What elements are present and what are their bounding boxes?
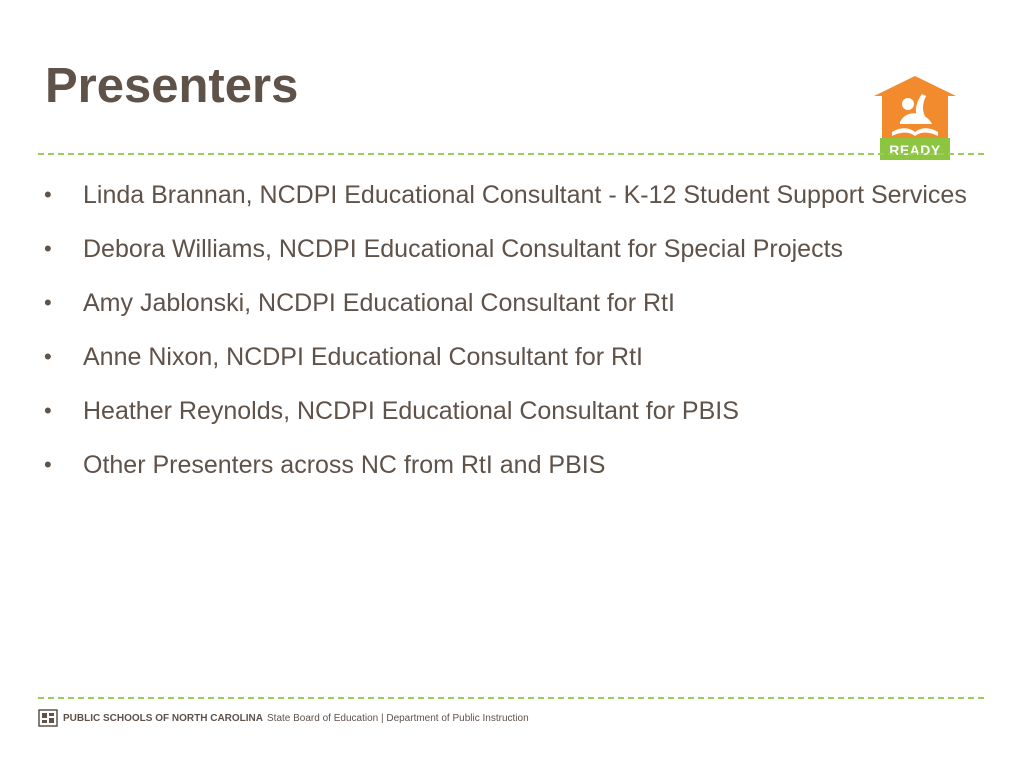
- bullet-icon: •: [44, 398, 52, 423]
- bullet-text: Anne Nixon, NCDPI Educational Consultant for RtI: [83, 343, 643, 371]
- bullet-text: Amy Jablonski, NCDPI Educational Consultant for RtI: [83, 289, 675, 317]
- nc-state-seal-icon: [38, 709, 58, 727]
- list-item: [44, 178, 994, 212]
- list-item: [44, 394, 994, 428]
- list-item: [44, 232, 994, 266]
- footer: [38, 708, 529, 728]
- bullet-text: Linda Brannan, NCDPI Educational Consultant - K-12 Student Support Services: [83, 181, 967, 209]
- bullet-text: Other Presenters across NC from RtI and PBIS: [83, 451, 606, 479]
- footer-org-name: PUBLIC SCHOOLS OF NORTH CAROLINA: [63, 712, 263, 724]
- footer-tagline: State Board of Education | Department of Public Instruction: [267, 712, 529, 724]
- bullet-text: Heather Reynolds, NCDPI Educational Consultant for PBIS: [83, 397, 739, 425]
- slide-title: Presenters: [45, 59, 299, 113]
- bullet-text: Debora Williams, NCDPI Educational Consultant for Special Projects: [83, 235, 844, 263]
- bottom-divider: [38, 697, 984, 699]
- bullet-icon: •: [44, 182, 52, 207]
- ready-label: READY: [889, 142, 941, 158]
- bullet-icon: •: [44, 344, 52, 369]
- bullet-icon: •: [44, 290, 52, 315]
- list-item: [44, 286, 994, 320]
- presenter-list: [44, 178, 994, 502]
- list-item: [44, 340, 994, 374]
- bullet-icon: •: [44, 452, 52, 477]
- list-item: [44, 448, 994, 482]
- top-divider: [38, 153, 984, 155]
- bullet-icon: •: [44, 236, 52, 261]
